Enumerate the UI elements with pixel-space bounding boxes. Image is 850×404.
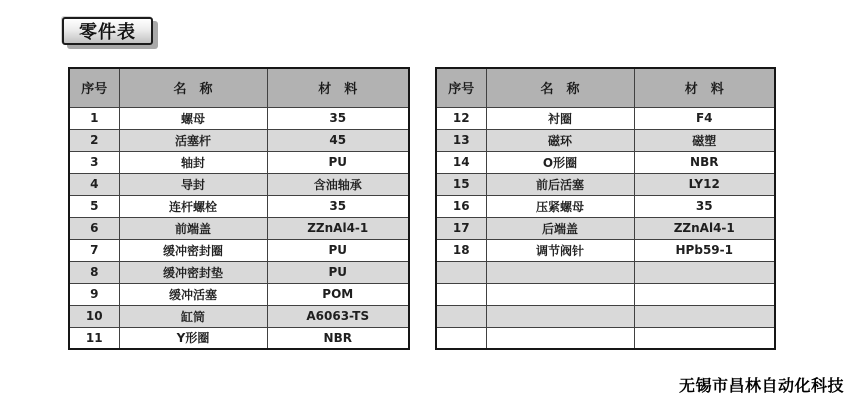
table-row-empty bbox=[436, 327, 775, 349]
cell-name: 连杆螺栓 bbox=[119, 195, 267, 217]
cell-material: PU bbox=[267, 151, 409, 173]
table-row bbox=[69, 151, 409, 173]
cell-material: HPb59-1 bbox=[634, 239, 775, 261]
cell-name: 磁环 bbox=[486, 129, 634, 151]
cell-material: NBR bbox=[634, 151, 775, 173]
cell-serial: 15 bbox=[436, 173, 486, 195]
table-row bbox=[69, 173, 409, 195]
table-row-empty bbox=[436, 305, 775, 327]
cell-name: 缓冲活塞 bbox=[119, 283, 267, 305]
cell-serial: 16 bbox=[436, 195, 486, 217]
cell-name: 调节阀针 bbox=[486, 239, 634, 261]
table-row bbox=[69, 107, 409, 129]
cell-name: 缸筒 bbox=[119, 305, 267, 327]
page-title: 零件表 bbox=[62, 17, 153, 45]
cell-serial: 7 bbox=[69, 239, 119, 261]
cell-material: PU bbox=[267, 239, 409, 261]
company-name: 无锡市昌林自动化科技 bbox=[678, 376, 844, 395]
cell-serial bbox=[436, 283, 486, 305]
table-header-row bbox=[69, 68, 409, 107]
cell-material bbox=[634, 327, 775, 349]
cell-name: O形圈 bbox=[486, 151, 634, 173]
table-row bbox=[436, 239, 775, 261]
cell-serial: 17 bbox=[436, 217, 486, 239]
parts-table-left bbox=[68, 67, 410, 350]
cell-material: 45 bbox=[267, 129, 409, 151]
cell-name: 缓冲密封垫 bbox=[119, 261, 267, 283]
col-header-name: 名 称 bbox=[486, 68, 634, 107]
table-row-empty bbox=[436, 283, 775, 305]
cell-serial: 12 bbox=[436, 107, 486, 129]
table-row bbox=[69, 283, 409, 305]
cell-name bbox=[486, 305, 634, 327]
table-row bbox=[69, 195, 409, 217]
table-row bbox=[69, 261, 409, 283]
cell-serial: 2 bbox=[69, 129, 119, 151]
table-row bbox=[69, 129, 409, 151]
cell-material: F4 bbox=[634, 107, 775, 129]
table-row bbox=[69, 305, 409, 327]
cell-name: 衬圈 bbox=[486, 107, 634, 129]
cell-name: 缓冲密封圈 bbox=[119, 239, 267, 261]
cell-serial: 1 bbox=[69, 107, 119, 129]
table-header-row bbox=[436, 68, 775, 107]
cell-material: 35 bbox=[267, 195, 409, 217]
cell-serial: 14 bbox=[436, 151, 486, 173]
cell-material: ZZnAl4-1 bbox=[267, 217, 409, 239]
cell-serial: 18 bbox=[436, 239, 486, 261]
col-header-serial: 序号 bbox=[69, 68, 119, 107]
col-header-material: 材 料 bbox=[634, 68, 775, 107]
cell-serial: 11 bbox=[69, 327, 119, 349]
cell-serial bbox=[436, 305, 486, 327]
cell-name: Y形圈 bbox=[119, 327, 267, 349]
cell-serial: 10 bbox=[69, 305, 119, 327]
cell-material: 35 bbox=[634, 195, 775, 217]
cell-material: POM bbox=[267, 283, 409, 305]
cell-serial bbox=[436, 327, 486, 349]
cell-material bbox=[634, 305, 775, 327]
cell-name: 导封 bbox=[119, 173, 267, 195]
cell-name: 前端盖 bbox=[119, 217, 267, 239]
cell-serial: 6 bbox=[69, 217, 119, 239]
cell-material bbox=[634, 283, 775, 305]
cell-name: 螺母 bbox=[119, 107, 267, 129]
cell-name: 前后活塞 bbox=[486, 173, 634, 195]
cell-material: 35 bbox=[267, 107, 409, 129]
col-header-name: 名 称 bbox=[119, 68, 267, 107]
cell-name: 轴封 bbox=[119, 151, 267, 173]
cell-name: 活塞杆 bbox=[119, 129, 267, 151]
cell-name bbox=[486, 283, 634, 305]
table-row bbox=[69, 217, 409, 239]
cell-name: 后端盖 bbox=[486, 217, 634, 239]
cell-material: PU bbox=[267, 261, 409, 283]
table-row bbox=[69, 239, 409, 261]
table-row bbox=[436, 151, 775, 173]
table-row bbox=[436, 129, 775, 151]
col-header-material: 材 料 bbox=[267, 68, 409, 107]
cell-serial bbox=[436, 261, 486, 283]
cell-serial: 5 bbox=[69, 195, 119, 217]
table-row bbox=[436, 173, 775, 195]
cell-material: ZZnAl4-1 bbox=[634, 217, 775, 239]
cell-material: 磁塑 bbox=[634, 129, 775, 151]
cell-serial: 8 bbox=[69, 261, 119, 283]
col-header-serial: 序号 bbox=[436, 68, 486, 107]
parts-table-right bbox=[435, 67, 776, 350]
cell-material: A6063-TS bbox=[267, 305, 409, 327]
cell-name bbox=[486, 327, 634, 349]
table-row bbox=[436, 195, 775, 217]
cell-material bbox=[634, 261, 775, 283]
table-row bbox=[69, 327, 409, 349]
cell-material: 含油轴承 bbox=[267, 173, 409, 195]
table-row bbox=[436, 217, 775, 239]
cell-name: 压紧螺母 bbox=[486, 195, 634, 217]
cell-serial: 9 bbox=[69, 283, 119, 305]
cell-name bbox=[486, 261, 634, 283]
table-row-empty bbox=[436, 261, 775, 283]
cell-serial: 13 bbox=[436, 129, 486, 151]
cell-material: NBR bbox=[267, 327, 409, 349]
cell-serial: 4 bbox=[69, 173, 119, 195]
cell-serial: 3 bbox=[69, 151, 119, 173]
cell-material: LY12 bbox=[634, 173, 775, 195]
table-row bbox=[436, 107, 775, 129]
